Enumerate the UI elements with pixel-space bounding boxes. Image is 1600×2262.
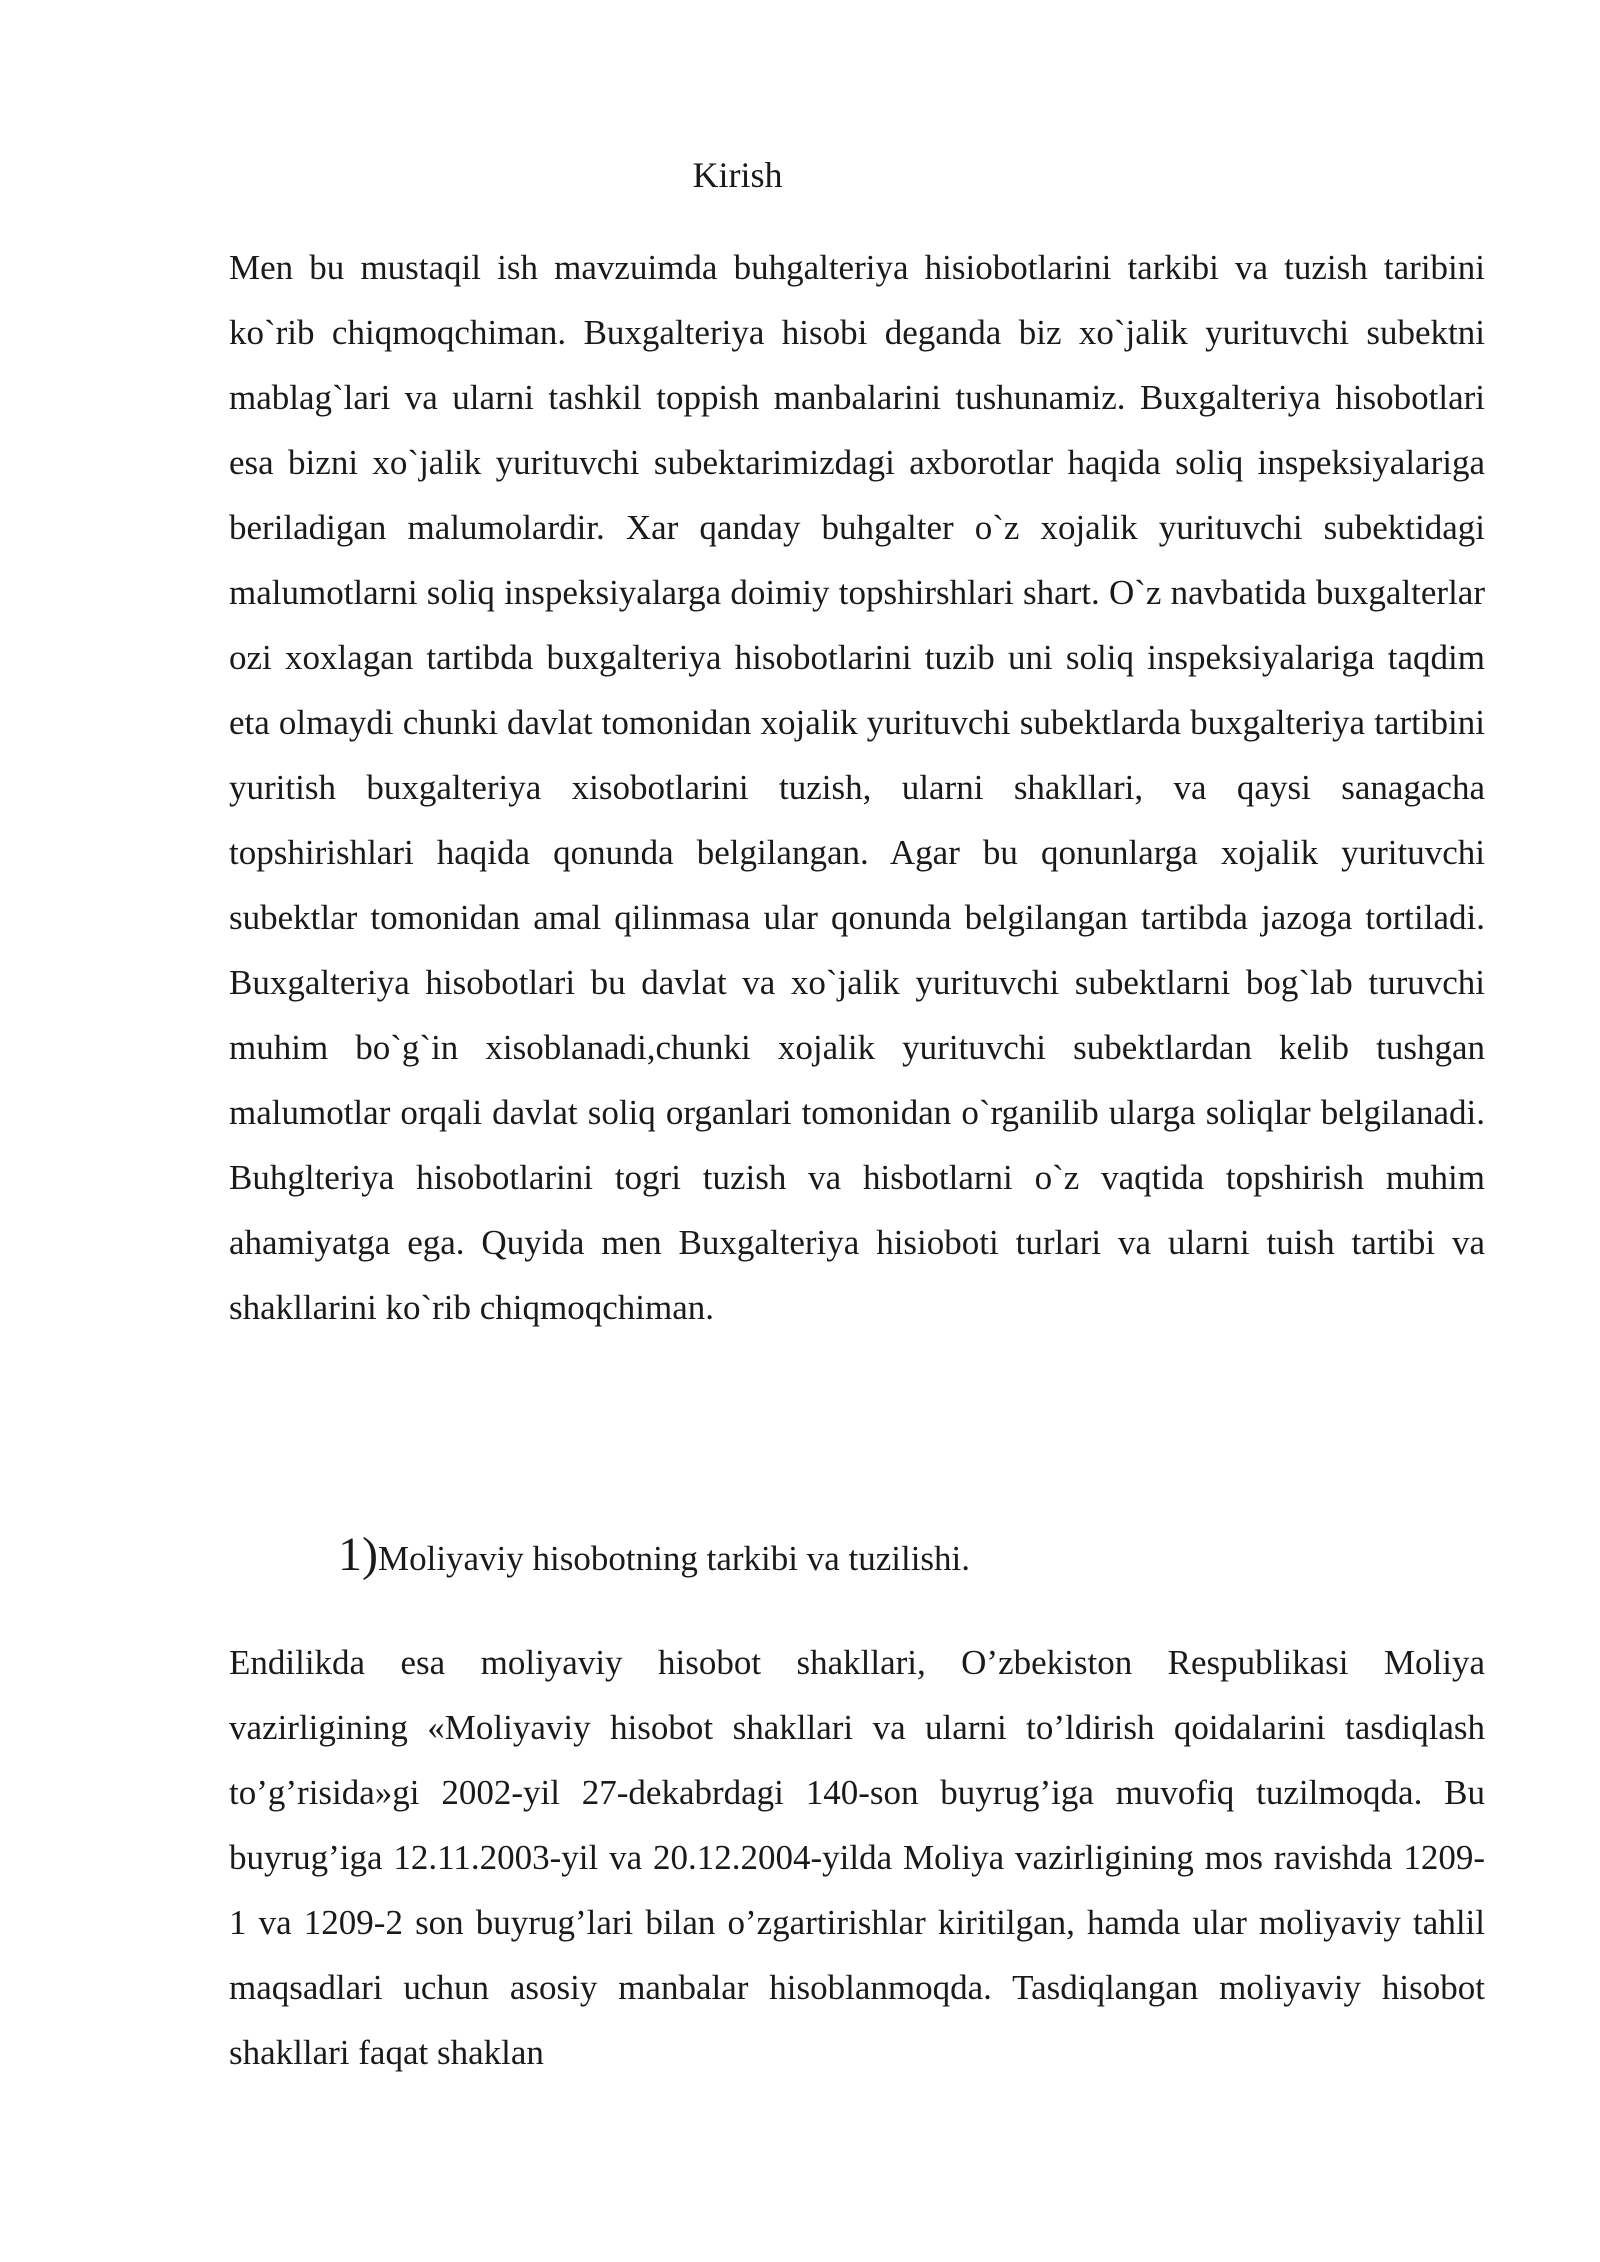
page-title: Kirish <box>692 155 783 195</box>
section-title: Moliyaviy hisobotning tarkibi va tuzilishi. <box>377 1539 971 1578</box>
section-paragraph: Endilikda esa moliyaviy hisobot shakllari, O’zbekiston Respublikasi Moliya vazirligining «Moliyaviy hisobot shakllari va ularni to’ldirish qoidalarini tasdiqlash to’g’risida»gi 2002-yil 27-dekabrdagi 140-son buyrug’iga muvofiq tuzilmoqda. Bu buyrug’iga 12.11.2003-yil va 20.12.2004-yilda Moliya vazirligining mos ravishda 1209-1 va 1209-2 son buyrug’lari bilan o’zgartirishlar kiritilgan, hamda ular moliyaviy tahlil maqsadlari uchun asosiy manbalar hisoblanmoqda. Tasdiqlangan moliyaviy hisobot shakllari faqat shaklan <box>229 1643 1485 2072</box>
intro-paragraph: Men bu mustaqil ish mavzuimda buhgalteriya hisiobotlarini tarkibi va tuzish taribini ko`rib chiqmoqchiman. Buxgalteriya hisobi deganda biz xo`jalik yurituvchi subektni mablag`lari va ularni tashkil toppish manbalarini tushunamiz. Buxgalteriya hisobotlari esa bizni xo`jalik yurituvchi subektarimizdagi axborotlar haqida soliq inspeksiyalariga beriladigan malumolardir. Xar qanday buhgalter o`z xojalik yurituvchi subektidagi malumotlarni soliq inspeksiyalarga doimiy topshirshlari shart. O`z navbatida buxgalterlar ozi xoxlagan tartibda buxgalteriya hisobotlarini tuzib uni soliq inspeksiyalariga taqdim eta olmaydi chunki davlat tomonidan xojalik yurituvchi subektlarda buxgalteriya tartibini yuritish buxgalteriya xisobotlarini tuzish, ularni shakllari, va qaysi sanagacha topshirishlari haqida qonunda belgilangan. Agar bu qonunlarga xojalik yurituvchi subektlar tomonidan amal qilinmasa ular qonunda belgilangan tartibda jazoga tortiladi. Buxgalteriya hisobotlari bu davlat va xo`jalik yurituvchi subektlarni bog`lab turuvchi muhim bo`g`in xisoblanadi,chunki xojalik yurituvchi subektlardan kelib tushgan malumotlar orqali davlat soliq organlari tomonidan o`rganilib ularga soliqlar belgilanadi. Buhglteriya hisobotlarini togri tuzish va hisbotlarni o`z vaqtida topshirish muhim ahamiyatga ega. Quyida men Buxgalteriya hisioboti turlari va ularni tuish tartibi va shakllarini ko`rib chiqmoqchiman. <box>229 248 1485 1327</box>
section-heading <box>338 1525 970 1589</box>
section-number: 1) <box>338 1528 378 1581</box>
